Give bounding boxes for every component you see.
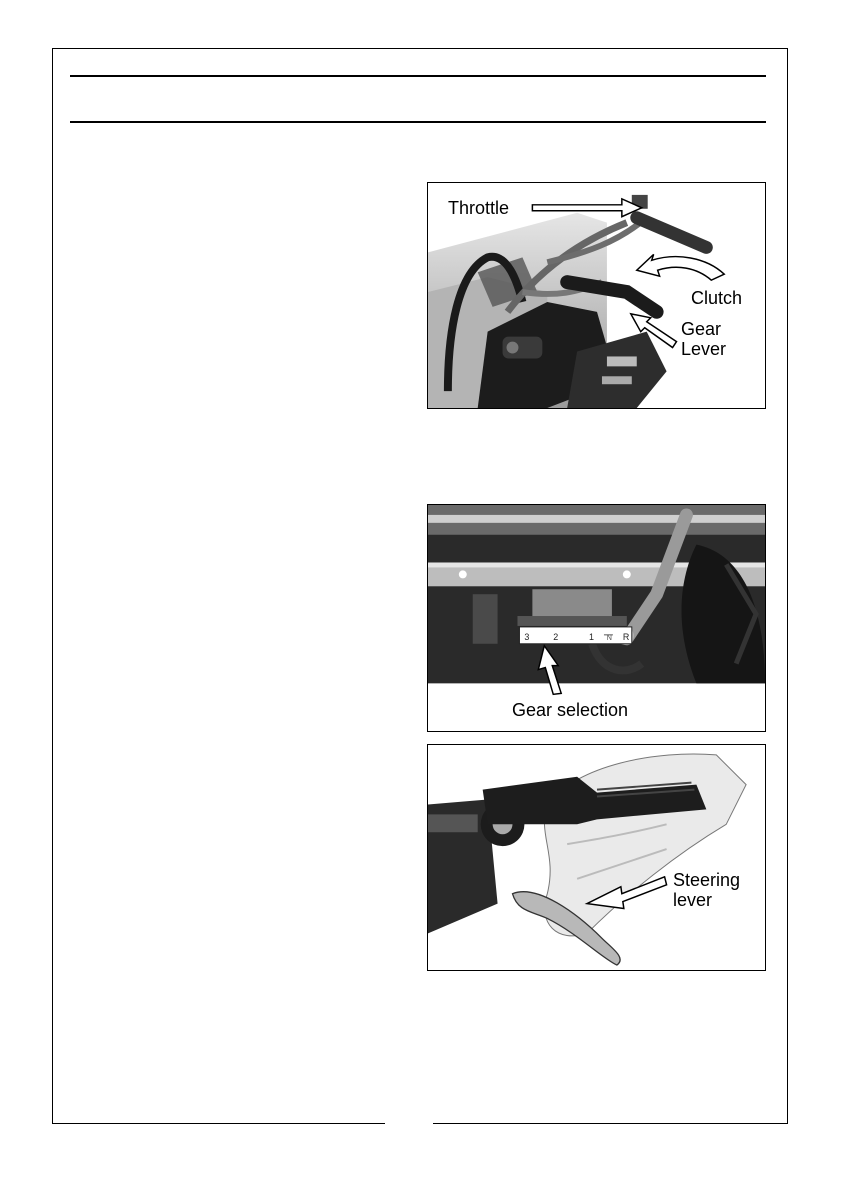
throttle-label: Throttle xyxy=(448,198,510,218)
gear-plate-1: 1 xyxy=(589,631,595,642)
gear-selection-photo xyxy=(427,504,766,732)
header-rule-bottom xyxy=(70,121,766,123)
steering-photo xyxy=(427,744,766,971)
gear-plate-2: 2 xyxy=(553,631,559,642)
header-rule-top xyxy=(70,75,766,77)
gear-lever-label: Gear Lever xyxy=(681,319,727,359)
gear-plate-3: 3 xyxy=(524,631,530,642)
gear-selection-illustration xyxy=(428,505,765,731)
footer-page-number-area xyxy=(385,1120,433,1128)
controls-photo xyxy=(427,182,766,409)
clutch-label: Clutch xyxy=(691,288,743,308)
gear-plate-n: N xyxy=(606,634,612,642)
steering-illustration xyxy=(428,745,765,970)
steering-lever-label: Steering lever xyxy=(673,870,741,910)
gear-plate-r: R xyxy=(622,631,630,642)
gear-selection-label: Gear selection xyxy=(512,700,629,720)
